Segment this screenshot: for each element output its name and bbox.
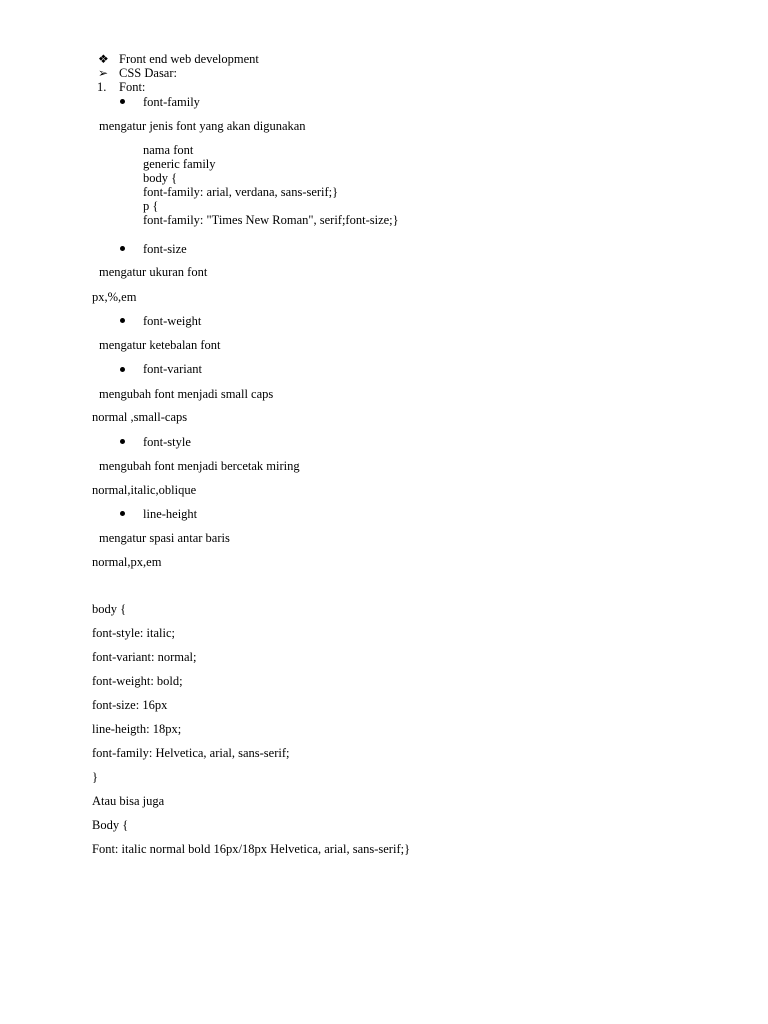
- example-line: Font: italic normal bold 16px/18px Helvetica, arial, sans-serif;}: [92, 842, 411, 856]
- code-line: p {: [143, 199, 159, 213]
- font-size-values: px,%,em: [92, 290, 137, 304]
- bullet-icon: [120, 439, 125, 444]
- heading-css-dasar: CSS Dasar:: [119, 66, 177, 80]
- font-variant-title: font-variant: [143, 362, 203, 376]
- example-line: font-style: italic;: [92, 626, 175, 640]
- code-line: generic family: [143, 157, 216, 171]
- example-line: font-weight: bold;: [92, 674, 183, 688]
- example-line: font-variant: normal;: [92, 650, 197, 664]
- line-height-title: line-height: [143, 507, 198, 521]
- font-size-title: font-size: [143, 242, 187, 256]
- font-style-title: font-style: [143, 435, 191, 449]
- line-height-values: normal,px,em: [92, 555, 162, 569]
- bullet-icon: [120, 99, 125, 104]
- code-line: nama font: [143, 143, 194, 157]
- example-line: Atau bisa juga: [92, 794, 165, 808]
- font-weight-desc: mengatur ketebalan font: [99, 338, 221, 352]
- heading-font: Font:: [119, 80, 146, 94]
- font-size-desc: mengatur ukuran font: [99, 265, 208, 279]
- font-family-desc: mengatur jenis font yang akan digunakan: [99, 119, 306, 133]
- arrow-bullet-icon: ➢: [98, 66, 109, 80]
- bullet-icon: [120, 367, 125, 372]
- example-line: line-heigth: 18px;: [92, 722, 182, 736]
- example-line: body {: [92, 602, 127, 616]
- line-height-desc: mengatur spasi antar baris: [99, 531, 230, 545]
- font-weight-title: font-weight: [143, 314, 202, 328]
- bullet-icon: [120, 318, 125, 323]
- font-style-desc: mengubah font menjadi bercetak miring: [99, 459, 300, 473]
- font-variant-desc: mengubah font menjadi small caps: [99, 387, 274, 401]
- example-line: font-family: Helvetica, arial, sans-serif;: [92, 746, 290, 760]
- diamond-bullet-icon: ❖: [98, 52, 109, 66]
- font-family-title: font-family: [143, 95, 200, 109]
- list-number: 1.: [97, 80, 107, 94]
- code-line: font-family: "Times New Roman", serif;font-size;}: [143, 213, 399, 227]
- heading-front-end: Front end web development: [119, 52, 259, 66]
- example-line: }: [92, 770, 98, 784]
- example-line: Body {: [92, 818, 129, 832]
- bullet-icon: [120, 246, 125, 251]
- font-style-values: normal,italic,oblique: [92, 483, 197, 497]
- code-line: body {: [143, 171, 178, 185]
- code-line: font-family: arial, verdana, sans-serif;}: [143, 185, 339, 199]
- example-line: font-size: 16px: [92, 698, 168, 712]
- font-variant-values: normal ,small-caps: [92, 410, 188, 424]
- bullet-icon: [120, 511, 125, 516]
